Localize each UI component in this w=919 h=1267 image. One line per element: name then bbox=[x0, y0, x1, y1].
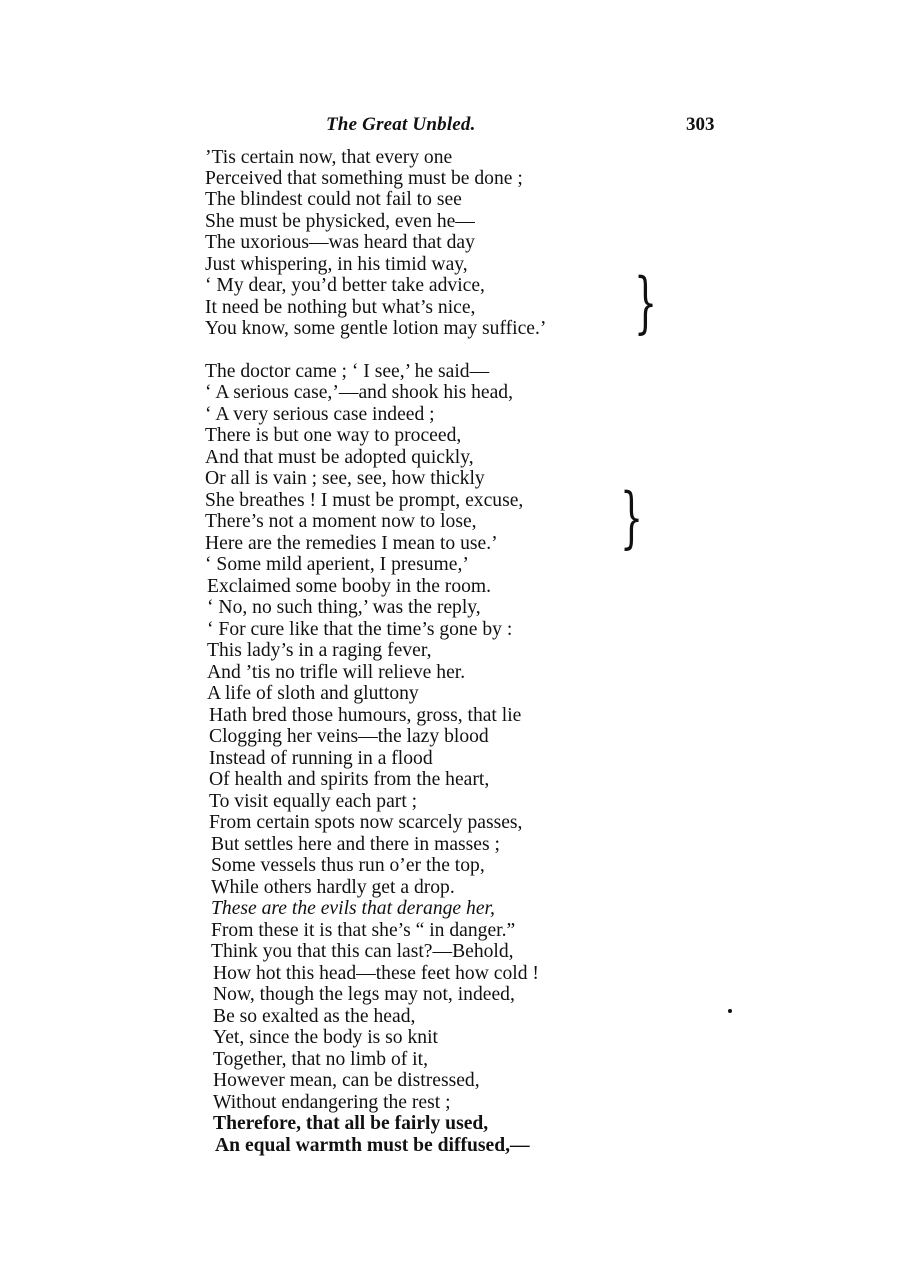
verse-line: Some vessels thus run o’er the top, bbox=[211, 855, 485, 876]
verse-line: ‘ Some mild aperient, I presume,’ bbox=[205, 554, 469, 575]
page-number: 303 bbox=[686, 114, 715, 135]
verse-line: An equal warmth must be diffused,— bbox=[215, 1135, 530, 1156]
verse-line: There’s not a moment now to lose, bbox=[205, 511, 477, 532]
verse-line: But settles here and there in masses ; bbox=[211, 834, 500, 855]
running-title: The Great Unbled. bbox=[326, 114, 476, 135]
ink-speck bbox=[728, 1009, 732, 1013]
verse-line: Be so exalted as the head, bbox=[213, 1006, 416, 1027]
verse-line: Of health and spirits from the heart, bbox=[209, 769, 490, 790]
verse-line: From these it is that she’s “ in danger.” bbox=[211, 920, 516, 941]
verse-line: She must be physicked, even he— bbox=[205, 211, 475, 232]
verse-line: Therefore, that all be fairly used, bbox=[213, 1113, 489, 1134]
verse-line: ‘ For cure like that the time’s gone by : bbox=[207, 619, 513, 640]
verse-line: How hot this head—these feet how cold ! bbox=[213, 963, 539, 984]
verse-line: The doctor came ; ‘ I see,’ he said— bbox=[205, 361, 490, 382]
verse-line: ‘ A serious case,’—and shook his head, bbox=[205, 382, 513, 403]
verse-line: And ’tis no trifle will relieve her. bbox=[207, 662, 466, 683]
verse-line: Instead of running in a flood bbox=[209, 748, 433, 769]
verse-line: Clogging her veins—the lazy blood bbox=[209, 726, 489, 747]
verse-line: Exclaimed some booby in the room. bbox=[207, 576, 492, 597]
verse-line: Yet, since the body is so knit bbox=[213, 1027, 438, 1048]
verse-line: These are the evils that derange her, bbox=[211, 898, 495, 919]
verse-line: She breathes ! I must be prompt, excuse, bbox=[205, 490, 524, 511]
verse-line: From certain spots now scarcely passes, bbox=[209, 812, 523, 833]
verse-line: Hath bred those humours, gross, that lie bbox=[209, 705, 522, 726]
verse-line: It need be nothing but what’s nice, bbox=[205, 297, 476, 318]
verse-line: ‘ A very serious case indeed ; bbox=[205, 404, 435, 425]
verse-line: This lady’s in a raging fever, bbox=[207, 640, 432, 661]
verse-line: Or all is vain ; see, see, how thickly bbox=[205, 468, 485, 489]
verse-line: ‘ My dear, you’d better take advice, bbox=[205, 275, 485, 296]
verse-line: Without endangering the rest ; bbox=[213, 1092, 451, 1113]
verse-line: To visit equally each part ; bbox=[209, 791, 418, 812]
verse-line: And that must be adopted quickly, bbox=[205, 447, 474, 468]
verse-line: The blindest could not fail to see bbox=[205, 189, 462, 210]
verse-line: There is but one way to proceed, bbox=[205, 425, 462, 446]
verse-line: The uxorious—was heard that day bbox=[205, 232, 475, 253]
verse-line: Here are the remedies I mean to use.’ bbox=[205, 533, 498, 554]
verse-line: You know, some gentle lotion may suffice.’ bbox=[205, 318, 547, 339]
verse-line: Together, that no limb of it, bbox=[213, 1049, 428, 1070]
verse-line: While others hardly get a drop. bbox=[211, 877, 455, 898]
verse-line: ’Tis certain now, that every one bbox=[205, 147, 453, 168]
verse-line: ‘ No, no such thing,’ was the reply, bbox=[207, 597, 481, 618]
triplet-brace: } bbox=[620, 479, 644, 556]
verse-line: Now, though the legs may not, indeed, bbox=[213, 984, 515, 1005]
verse-line: Perceived that something must be done ; bbox=[205, 168, 523, 189]
verse-line: A life of sloth and gluttony bbox=[207, 683, 419, 704]
verse-line: However mean, can be distressed, bbox=[213, 1070, 480, 1091]
triplet-brace: } bbox=[634, 264, 658, 341]
verse-line: Just whispering, in his timid way, bbox=[205, 254, 468, 275]
verse-line: Think you that this can last?—Behold, bbox=[211, 941, 514, 962]
